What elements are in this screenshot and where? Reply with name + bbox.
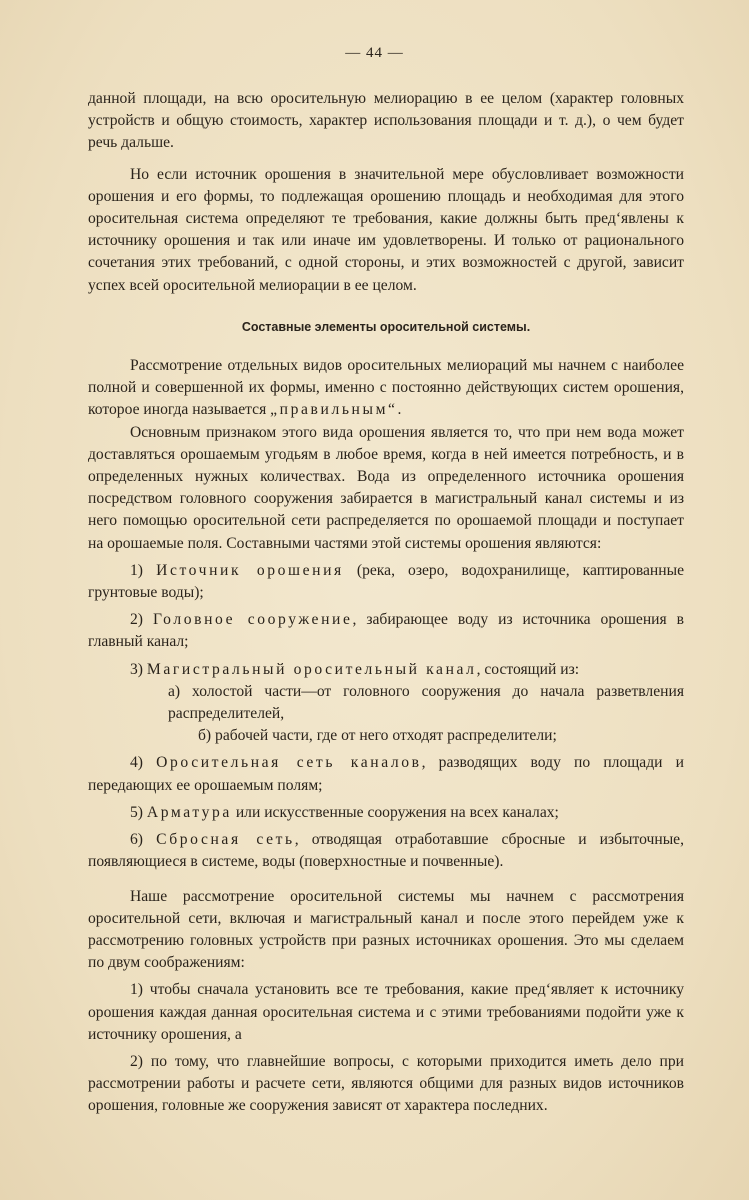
list-term: Оросительная сеть каналов <box>156 754 422 772</box>
reason-2: 2) по тому, что главнейшие вопросы, с которыми приходится иметь дело при рассмотрении работы и расчете сети, являются общими для разных видов источников орошения, головные же сооружения зависят от характера последних. <box>88 1052 684 1115</box>
reason-1: 1) чтобы сначала установить все те требования, какие пред‘являет к источнику орошения каждая данная оросительная система и с этими требованиями подойти уже к источнику орошения, а <box>88 981 684 1043</box>
list-text: , состоящий из: <box>476 660 580 678</box>
sublist-item-a: а) холостой части—от головного сооружения до начала разветвления распределителей, <box>168 682 684 723</box>
list-term: Сбросная сеть <box>156 831 295 849</box>
paragraph-continuation: данной площади, на всю оросительную мелиорацию в ее целом (характер головных устройств и общую стоимость, характер использования площади и т. д.), о чем будет речь дальше. <box>88 90 684 152</box>
list-text: , забирающее воду из источника орошения в главный канал; <box>88 611 684 651</box>
sublist-item-b: б) рабочей части, где от него отходят распределители; <box>198 727 557 745</box>
list-number: 1) <box>130 561 143 579</box>
list-item-2 <box>88 609 684 653</box>
paragraph-plan: Наше рассмотрение оросительной системы мы начнем с рассмотрения оросительной сети, включая и магистральный канал и после этого перейдем уже к рассмотрению головных устройств при разных источниках орошения. Это мы сделаем по двум соображениям: <box>88 887 684 972</box>
list-item-3 <box>88 659 684 681</box>
section-heading: Составные элементы оросительной системы. <box>241 319 531 334</box>
list-text: (река, озеро, водохранилище, каптированные грунтовые воды); <box>88 561 684 602</box>
list-text: , разводящих воду по площади и передающих ее орошаемым полям; <box>88 754 684 794</box>
list-item-5 <box>88 802 684 824</box>
page-body <box>88 88 684 1118</box>
list-number: 3) <box>130 660 143 678</box>
list-number: 4) <box>130 754 143 772</box>
list-item-4 <box>88 752 684 796</box>
page-number: — 44 — <box>345 45 404 61</box>
list-number: 2) <box>130 611 143 629</box>
list-number: 6) <box>130 831 143 849</box>
quoted-term: „правильным“. <box>270 401 405 419</box>
paragraph-source-requirements: Но если источник орошения в значительной мере обусловливает возможности орошения и его формы, то подлежащая орошению площадь и необходимая для этого оросительная система определяют те требования, какие должны быть пред‘явлены к источнику орошения и так или иначе им удовлетворены. И только от рационального сочетания этих требований, с одной стороны, и этих возможностей с другой, зависит успех всей оросительной мелиорации в ее целом. <box>88 165 684 294</box>
paragraph-intro <box>88 355 684 422</box>
paragraph-main-feature: Основным признаком этого вида орошения является то, что при нем вода может доставляться орошаемым угодьям в любое время, когда в ней имеется потребность, и в определенных нужных количествах. Вода из определенного источника орошения посредством головного сооружения забирается в магистральный канал системы и из него помощью оросительной сети распределяется по орошаемой площади и поступает на орошаемые поля. Составными частями этой системы орошения являются: <box>88 423 684 552</box>
list-text: , отводящая отработавшие сбросные и избыточные, появляющиеся в системе, воды (поверхностные и почвенные). <box>88 831 684 871</box>
list-term: Источник орошения <box>156 561 344 579</box>
list-term: Головное сооружение <box>152 611 353 629</box>
list-term: Магистральный оросительный канал <box>146 660 477 678</box>
list-item-1 <box>88 560 684 604</box>
list-number: 5) <box>130 803 143 821</box>
list-text: или искусственные сооружения на всех каналах; <box>231 803 559 821</box>
list-item-6 <box>88 829 684 873</box>
list-term: Арматура <box>146 803 232 821</box>
intro-text: Рассмотрение отдельных видов оросительных мелиораций мы начнем с наиболее полной и совершенной их формы, именно с постоянно действующих систем орошения, которое иногда называется <box>88 357 684 419</box>
